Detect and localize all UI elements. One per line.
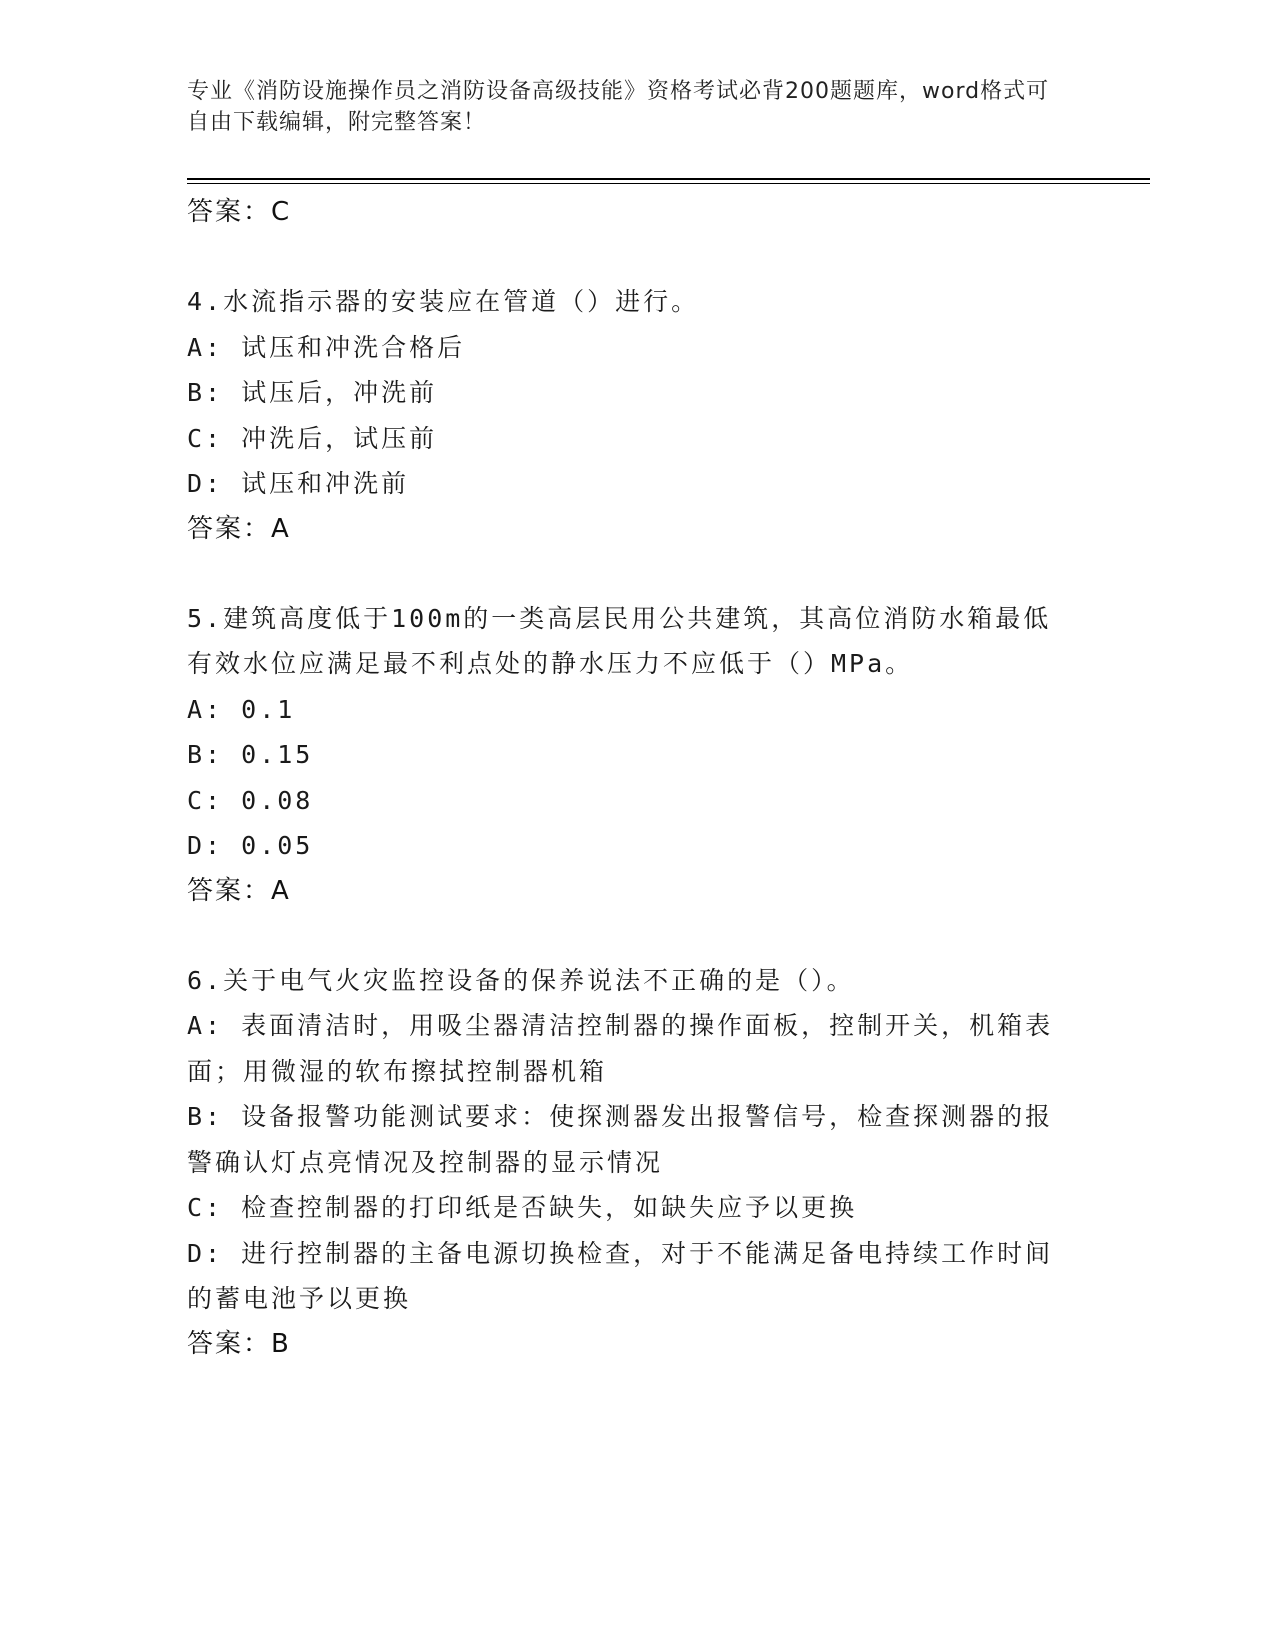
option-d: D: 进行控制器的主备电源切换检查，对于不能满足备电持续工作时间 xyxy=(187,1238,1054,1268)
option-d: D: 试压和冲洗前 xyxy=(187,469,410,498)
answer-line: 答案：A xyxy=(187,875,291,906)
question-block xyxy=(187,279,1087,552)
option-c: C: 0.08 xyxy=(187,785,314,815)
spacer xyxy=(187,552,1087,596)
option-a: A: 0.1 xyxy=(187,694,296,724)
option-a: A: 试压和冲洗合格后 xyxy=(187,332,466,362)
answer-line: 答案：C xyxy=(187,197,292,227)
question-block xyxy=(187,958,1087,1367)
question-stem: 6.关于电气火灾监控设备的保养说法不正确的是（）。 xyxy=(187,965,855,995)
option-b: B: 试压后，冲洗前 xyxy=(187,378,438,407)
option-d-continued: 的蓄电池予以更换 xyxy=(187,1284,412,1313)
answer-line: 答案：B xyxy=(187,1328,291,1359)
option-b: B: 0.15 xyxy=(187,740,314,769)
document-header: 专业《消防设施操作员之消防设备高级技能》资格考试必背200题题库，word格式可自由下载编辑，附完整答案！ xyxy=(187,79,1050,135)
option-c: C: 检查控制器的打印纸是否缺失，如缺失应予以更换 xyxy=(187,1193,858,1222)
question-list xyxy=(187,190,1087,1367)
option-a: A: 表面清洁时，用吸尘器清洁控制器的操作面板，控制开关，机箱表 xyxy=(187,1011,1054,1040)
option-c: C: 冲洗后，试压前 xyxy=(187,423,438,453)
option-a-continued: 面；用微湿的软布擦拭控制器机箱 xyxy=(187,1056,608,1086)
answer-line: 答案：A xyxy=(187,513,291,544)
spacer xyxy=(187,914,1087,958)
option-b-continued: 警确认灯点亮情况及控制器的显示情况 xyxy=(187,1147,664,1177)
option-b: B: 设备报警功能测试要求：使探测器发出报警信号，检查探测器的报 xyxy=(187,1102,1054,1131)
header-divider-thin xyxy=(187,183,1150,184)
question-stem-continued: 有效水位应满足最不利点处的静水压力不应低于（）MPa。 xyxy=(187,649,914,678)
question-block xyxy=(187,596,1087,914)
header-divider-thick xyxy=(187,178,1150,180)
spacer xyxy=(187,235,1087,279)
question-stem: 4.水流指示器的安装应在管道（）进行。 xyxy=(187,287,700,316)
question-stem: 5.建筑高度低于100m的一类高层民用公共建筑，其高位消防水箱最低 xyxy=(187,603,1052,633)
option-d: D: 0.05 xyxy=(187,831,314,860)
